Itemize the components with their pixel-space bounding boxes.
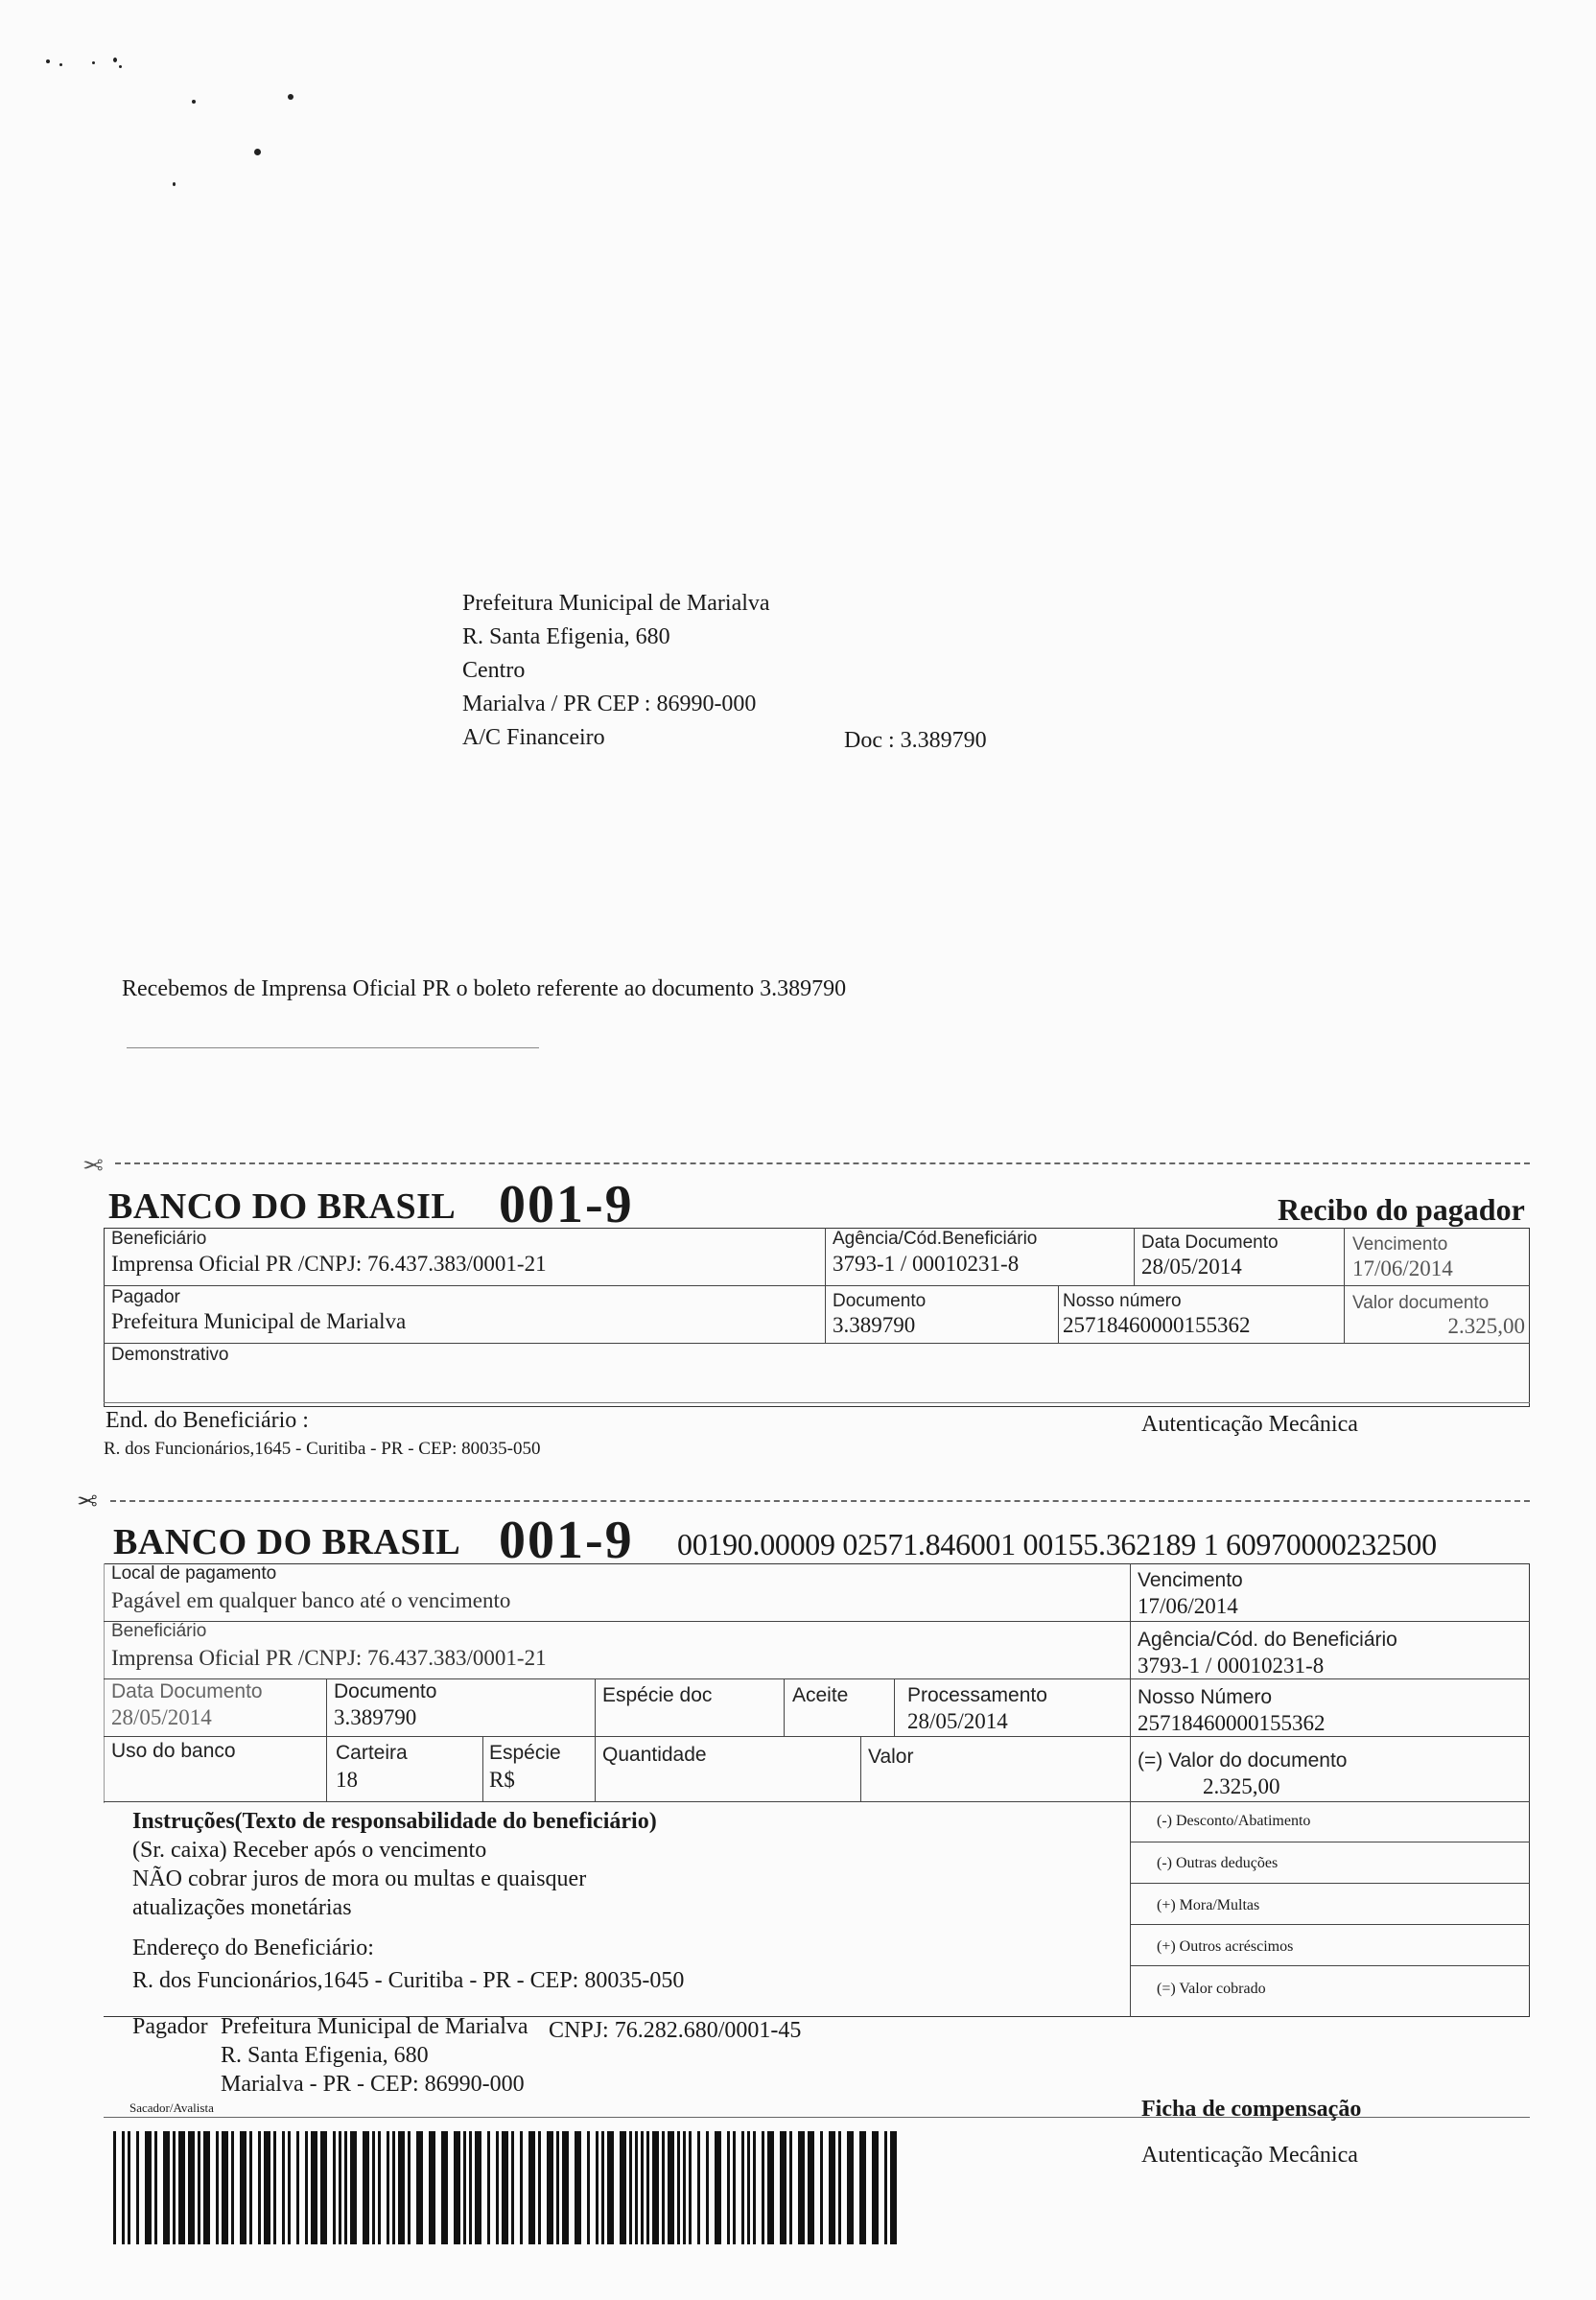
cut-line (115, 1162, 1530, 1164)
ficha-hline (104, 1801, 1530, 1802)
recibo-documento-value: 3.389790 (833, 1313, 916, 1337)
outras-label: (-) Outras deduções (1157, 1855, 1279, 1871)
cobrado-label: (=) Valor cobrado (1157, 1981, 1266, 1997)
recibo-vline3 (1058, 1285, 1059, 1343)
ficha-carteira-value: 18 (336, 1768, 358, 1792)
acrescimos-label: (+) Outros acréscimos (1157, 1938, 1294, 1955)
linha-digitavel: 00190.00009 02571.846001 00155.362189 1 60970000232500 (677, 1527, 1437, 1561)
recibo-end-value: R. dos Funcionários,1645 - Curitiba - PR - CEP: 80035-050 (104, 1439, 541, 1459)
ficha-beneficiario-label: Beneficiário (111, 1621, 207, 1641)
scan-speck (59, 63, 62, 66)
instr-line2: NÃO cobrar juros de mora ou multas e quaisquer (132, 1866, 587, 1891)
recibo-vencimento-value: 17/06/2014 (1352, 1256, 1453, 1280)
local-value: Pagável em qualquer banco até o vencimento (111, 1588, 511, 1612)
ficha-especie-doc-label: Espécie doc (602, 1684, 713, 1706)
scan-speck (173, 182, 176, 186)
ficha-carteira-label: Carteira (336, 1742, 408, 1764)
instr-line3: atualizações monetárias (132, 1895, 352, 1920)
recibo-pagador-value: Prefeitura Municipal de Marialva (111, 1309, 407, 1333)
ficha-valor-label: Valor (868, 1746, 914, 1768)
ficha-pagador-addr1: R. Santa Efigenia, 680 (221, 2043, 429, 2068)
recibo-valor-label: Valor documento (1352, 1293, 1490, 1313)
recibo-hline1 (104, 1285, 1530, 1286)
local-label: Local de pagamento (111, 1563, 277, 1584)
ficha-vencimento-value: 17/06/2014 (1138, 1594, 1238, 1618)
ficha-hline (104, 1621, 1530, 1622)
ficha-nosso-value: 25718460000155362 (1138, 1711, 1326, 1735)
recibo-bank-name: BANCO DO BRASIL (108, 1186, 457, 1227)
ficha-pagador-label: Pagador (132, 2014, 208, 2039)
ficha-valor-doc-label: (=) Valor do documento (1138, 1749, 1348, 1772)
address-line1: Prefeitura Municipal de Marialva (462, 591, 770, 616)
ficha-right-col-divider (1130, 1563, 1131, 2017)
recibo-demonstrativo-label: Demonstrativo (111, 1345, 229, 1365)
ficha-especie-value: R$ (489, 1768, 515, 1792)
recibo-bottom-line (104, 1402, 1530, 1403)
ficha-aceite-label: Aceite (792, 1684, 849, 1706)
signature-line (127, 1047, 539, 1048)
endereco-value: R. dos Funcionários,1645 - Curitiba - PR - CEP: 80035-050 (132, 1968, 685, 1993)
ficha-hline (104, 1736, 1530, 1737)
scan-speck (192, 100, 196, 104)
ficha-bank-name: BANCO DO BRASIL (113, 1522, 461, 1562)
recibo-vline2 (1134, 1228, 1135, 1285)
recibo-data-doc-label: Data Documento (1141, 1232, 1279, 1253)
recibo-agencia-label: Agência/Cód.Beneficiário (833, 1229, 1038, 1249)
address-line2: R. Santa Efigenia, 680 (462, 624, 670, 649)
recibo-hline2 (104, 1343, 1530, 1344)
recibo-agencia-value: 3793-1 / 00010231-8 (833, 1252, 1020, 1276)
recibo-vline4 (1344, 1228, 1345, 1343)
barcode-icon (113, 2131, 898, 2244)
ficha-vline (595, 1678, 596, 1801)
ficha-data-doc-value: 28/05/2014 (111, 1705, 212, 1729)
sacador-label: Sacador/Avalista (129, 2101, 214, 2115)
recibo-vencimento-label: Vencimento (1352, 1234, 1448, 1255)
cut-line (110, 1500, 1530, 1502)
recibo-vline1 (825, 1228, 826, 1343)
recibo-valor-value: 2.325,00 (1447, 1314, 1525, 1338)
ficha-processamento-value: 28/05/2014 (907, 1709, 1008, 1733)
recibo-bank-code: 001-9 (499, 1175, 634, 1234)
ficha-vencimento-label: Vencimento (1138, 1569, 1243, 1591)
recibo-documento-label: Documento (833, 1291, 927, 1311)
ficha-vline (326, 1678, 327, 1801)
ficha-title: Ficha de compensação (1141, 2097, 1362, 2122)
address-line5: A/C Financeiro (462, 725, 605, 750)
recibo-pagador-label: Pagador (111, 1287, 180, 1307)
scan-speck (119, 65, 122, 68)
ficha-vline (482, 1736, 483, 1801)
recibo-end-label: End. do Beneficiário : (106, 1408, 309, 1433)
ficha-documento-label: Documento (334, 1680, 437, 1702)
mailing-address (462, 587, 770, 755)
endereco-label: Endereço do Beneficiário: (132, 1936, 374, 1960)
recibo-beneficiario-label: Beneficiário (111, 1229, 207, 1249)
scan-speck (254, 149, 261, 155)
ficha-quantidade-label: Quantidade (602, 1744, 707, 1766)
recibo-nosso-value: 25718460000155362 (1063, 1313, 1251, 1337)
ficha-left-border (104, 1563, 105, 1803)
recibo-title: Recibo do pagador (1278, 1192, 1525, 1227)
ficha-data-doc-label: Data Documento (111, 1680, 263, 1702)
desconto-label: (-) Desconto/Abatimento (1157, 1813, 1311, 1829)
ficha-vline (894, 1678, 895, 1736)
ficha-vline (860, 1736, 861, 1801)
address-line3: Centro (462, 658, 526, 683)
ficha-valor-doc-value: 2.325,00 (1203, 1774, 1280, 1798)
ficha-bank-code: 001-9 (499, 1511, 634, 1570)
ficha-documento-value: 3.389790 (334, 1705, 417, 1729)
recibo-nosso-label: Nosso número (1063, 1291, 1182, 1311)
scissors-icon: ✂ (82, 1149, 104, 1178)
scan-speck (92, 61, 95, 64)
ficha-hline (104, 1678, 1530, 1679)
recibo-data-doc-value: 28/05/2014 (1141, 1255, 1242, 1279)
ficha-processamento-label: Processamento (907, 1684, 1047, 1706)
receipt-text: Recebemos de Imprensa Oficial PR o boleto referente ao documento 3.389790 (122, 976, 847, 1001)
mora-label: (+) Mora/Multas (1157, 1897, 1260, 1913)
ficha-pagador-addr2: Marialva - PR - CEP: 86990-000 (221, 2072, 525, 2097)
ficha-hline (1130, 1924, 1530, 1925)
ficha-hline (1130, 1965, 1530, 1966)
ficha-autenticacao: Autenticação Mecânica (1141, 2143, 1358, 2168)
ficha-agencia-label: Agência/Cód. do Beneficiário (1138, 1629, 1397, 1651)
address-line4: Marialva / PR CEP : 86990-000 (462, 692, 757, 716)
ficha-beneficiario-value: Imprensa Oficial PR /CNPJ: 76.437.383/0001-21 (111, 1646, 547, 1670)
ficha-pagador-cnpj: CNPJ: 76.282.680/0001-45 (549, 2018, 802, 2043)
doc-number: Doc : 3.389790 (844, 728, 987, 753)
ficha-agencia-value: 3793-1 / 00010231-8 (1138, 1654, 1325, 1678)
instr-line1: (Sr. caixa) Receber após o vencimento (132, 1838, 487, 1863)
recibo-beneficiario-value: Imprensa Oficial PR /CNPJ: 76.437.383/0001-21 (111, 1252, 547, 1276)
ficha-especie-label: Espécie (489, 1742, 561, 1764)
ficha-uso-label: Uso do banco (111, 1740, 236, 1762)
instrucoes-title: Instruções(Texto de responsabilidade do beneficiário) (132, 1809, 657, 1834)
scan-speck (46, 59, 50, 63)
scissors-icon: ✂ (77, 1485, 98, 1514)
ficha-vline (784, 1678, 785, 1736)
recibo-autenticacao: Autenticação Mecânica (1141, 1412, 1358, 1437)
scan-speck (288, 94, 293, 100)
scan-speck (113, 58, 117, 62)
ficha-nosso-label: Nosso Número (1138, 1686, 1273, 1708)
ficha-pagador-name: Prefeitura Municipal de Marialva (221, 2014, 528, 2039)
ficha-hline (1130, 1883, 1530, 1884)
